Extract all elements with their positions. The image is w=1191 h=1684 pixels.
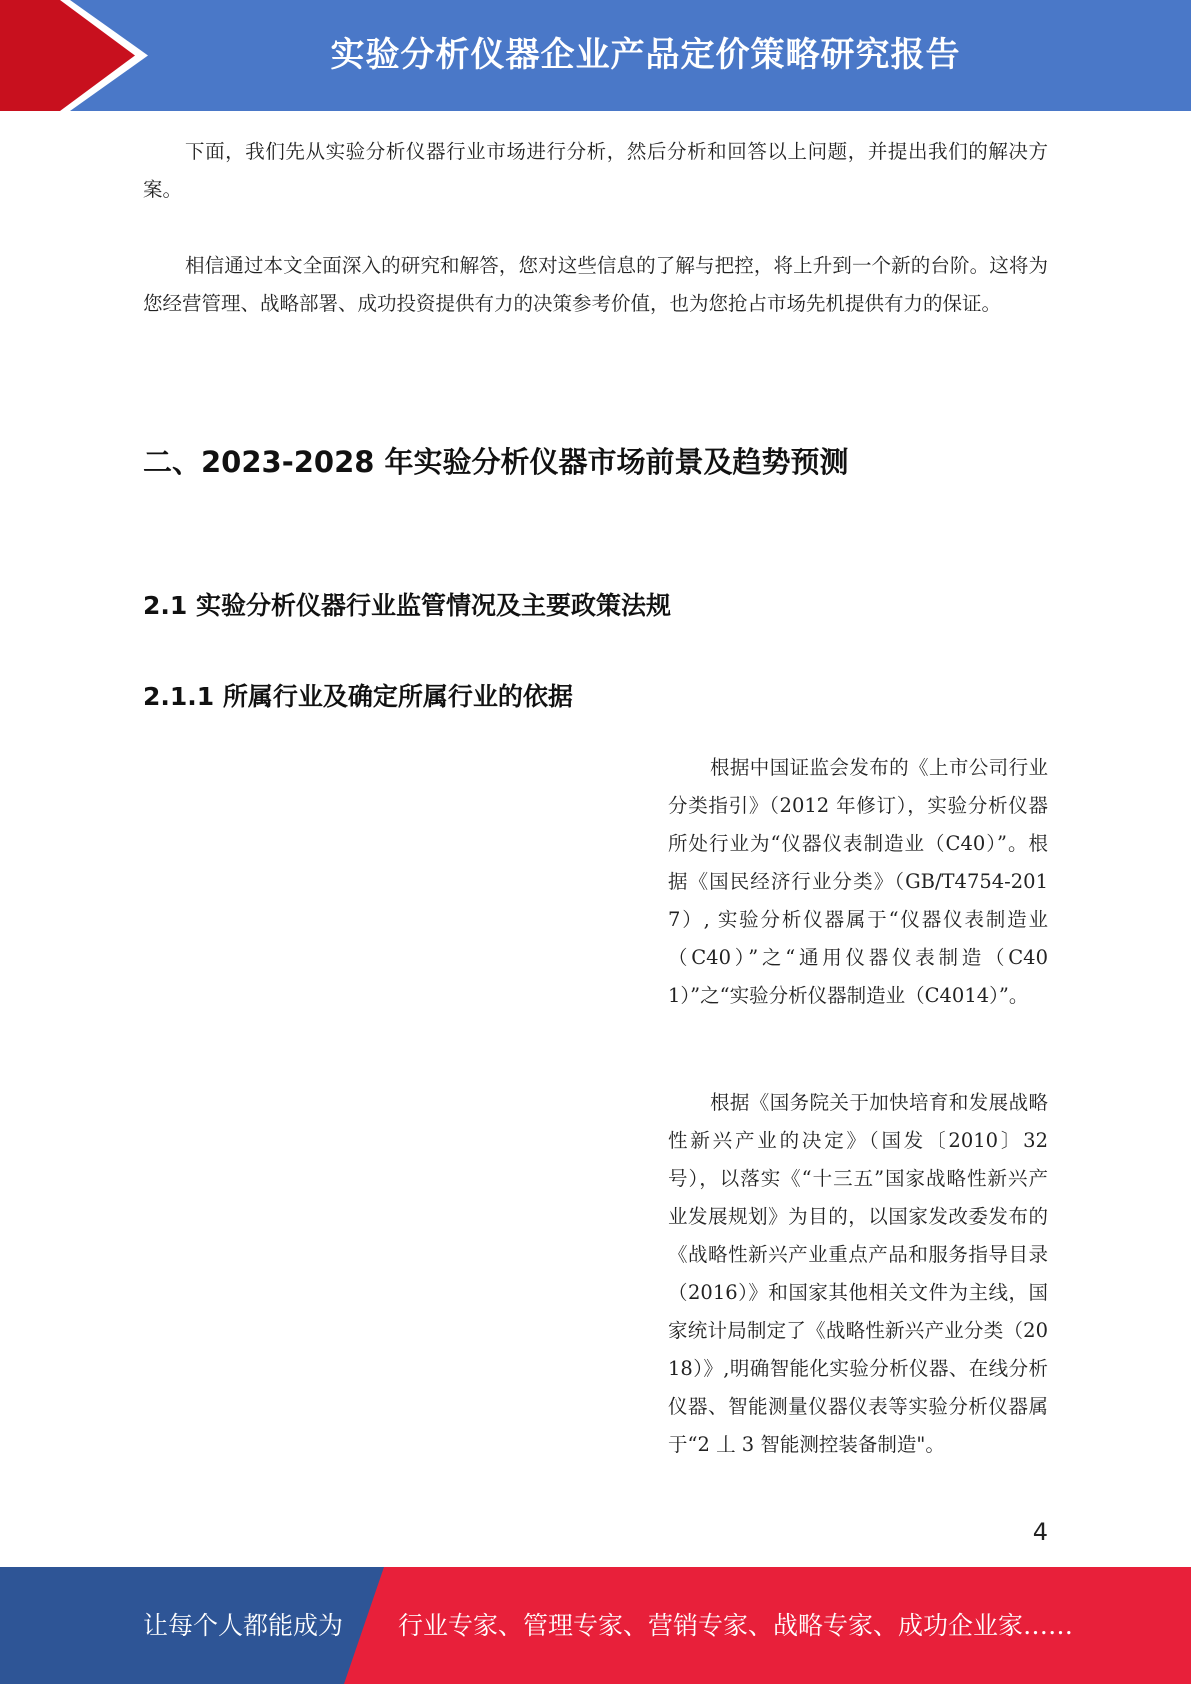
- footer-slogan-left: 让每个人都能成为: [143, 1611, 344, 1640]
- intro-paragraph-2: 相信通过本文全面深入的研究和解答，您对这些信息的了解与把控，将上升到一个新的台阶。这将为您经营管理、战略部署、成功投资提供有力的决策参考价值，也为您抢占市场先机提供有力的保证。: [143, 254, 1048, 315]
- page-footer: [0, 1567, 1191, 1684]
- subsection-heading: 2.1 实验分析仪器行业监管情况及主要政策法规: [143, 591, 671, 620]
- column-paragraph-1: 根据中国证监会发布的《上市公司行业分类指引》（2012 年修订），实验分析仪器所处行业为“仪器仪表制造业（C40）”。根据《国民经济行业分类》（GB/T4754-2017）, 实验分析仪器属于“仪器仪表制造业（C40）”之“通用仪器仪表制造（C401）”之“实验分析仪器制造业（C4014）”。: [668, 756, 1048, 1007]
- page-number: 4: [1032, 1518, 1048, 1546]
- page-title: 实验分析仪器企业产品定价策略研究报告: [330, 35, 961, 75]
- intro-paragraph-1: 下面，我们先从实验分析仪器行业市场进行分析，然后分析和回答以上问题，并提出我们的解决方案。: [143, 140, 1048, 201]
- column-paragraph-2: 根据《国务院关于加快培育和发展战略性新兴产业的决定》（国发〔2010〕32 号），以落实《“十三五”国家战略性新兴产业发展规划》为目的，以国家发改委发布的《战略性新兴产业重点产品和服务指导目录（2016）》和国家其他相关文件为主线，国家统计局制定了《战略性新兴产业分类（2018）》,明确智能化实验分析仪器、在线分析仪器、智能测量仪器仪表等实验分析仪器属于“2 丄 3 智能测控装备制造"。: [668, 1091, 1048, 1456]
- page-header: [0, 0, 1191, 111]
- footer-slogan-right: 行业专家、管理专家、营销专家、战略专家、成功企业家……: [398, 1611, 1074, 1640]
- chevron-arrow-icon: [0, 0, 160, 111]
- sub-subsection-heading: 2.1.1 所属行业及确定所属行业的依据: [143, 682, 573, 711]
- section-heading: 二、2023-2028 年实验分析仪器市场前景及趋势预测: [143, 445, 849, 479]
